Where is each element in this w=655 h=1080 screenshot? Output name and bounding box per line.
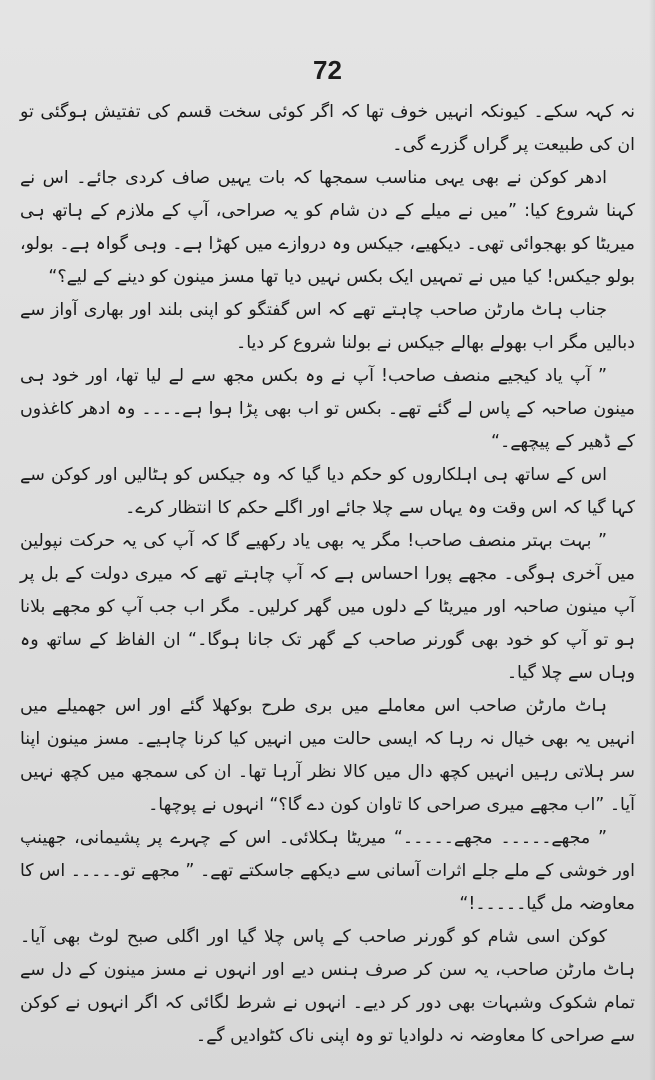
paragraph: ہاٹ مارٹن صاحب اس معاملے میں بری طرح بوکھلا گئے اور اس جھمیلے میں انہیں یہ بھی خیال نہ رہا کہ ایسی حالت میں انہیں کیا کرنا چاہیے۔ مسز مینون اپنا سر ہلاتی رہیں انہیں کچھ دال میں کالا نظر آرہا تھا۔ ان کی سمجھ میں کچھ نہیں آیا۔ ”اب مجھے میری صراحی کا تاوان کون دے گا؟“ انہوں نے پوچھا۔ <box>20 696 635 815</box>
paragraph: ” بہت بہتر منصف صاحب! مگر یہ بھی یاد رکھیے گا کہ آپ کی یہ حرکت نپولین میں آخری ہوگی۔ مجھے پورا احساس ہے کہ آپ چاہتے تھے کہ میری دولت کے بل پر آپ مینون صاحبہ اور میریٹا کے دلوں میں گھر کرلیں۔ مگر اب جب آپ کو مجھے بلانا ہو تو آپ کو خود بھی گورنر صاحب کے گھر تک جانا ہوگا۔“ ان الفاظ کے ساتھ وہ وہاں سے چلا گیا۔ <box>20 531 635 683</box>
paragraph: ” آپ یاد کیجیے منصف صاحب! آپ نے وہ بکس مجھ سے لے لیا تھا، اور خود ہی مینون صاحبہ کے پاس لے گئے تھے۔ بکس تو اب بھی پڑا ہوا ہے۔۔۔۔ وہ ادھر کاغذوں کے ڈھیر کے پیچھے۔“ <box>20 366 635 452</box>
paragraph: ” مجھے۔۔۔۔۔ مجھے۔۔۔۔۔“ میریٹا ہکلائی۔ اس کے چہرے پر پشیمانی، جھینپ اور خوشی کے ملے جلے اثرات آسانی سے دیکھے جاسکتے تھے۔ ” مجھے تو۔۔۔۔۔ اس کا معاوضہ مل گیا۔۔۔۔۔!“ <box>20 828 635 914</box>
paragraph: اس کے ساتھ ہی اہلکاروں کو حکم دیا گیا کہ وہ جیکس کو ہٹالیں اور کوکن سے کہا گیا کہ اس وقت وہ یہاں سے چلا جائے اور اگلے حکم کا انتظار کرے۔ <box>20 465 635 518</box>
paragraph: نہ کہہ سکے۔ کیونکہ انہیں خوف تھا کہ اگر کوئی سخت قسم کی تفتیش ہوگئی تو ان کی طبیعت پر گراں گزرے گی۔ <box>20 102 635 155</box>
page-edge-shadow <box>649 0 655 1080</box>
paragraph: کوکن اسی شام کو گورنر صاحب کے پاس چلا گیا اور اگلی صبح لوٹ بھی آیا۔ ہاٹ مارٹن صاحب، یہ سن کر صرف ہنس دیے اور انہوں نے مسز مینون کے دل سے تمام شکوک وشبہات بھی دور کر دیے۔ انہوں نے شرط لگائی کہ اگر انہوں نے کوکن سے صراحی کا معاوضہ نہ دلوادیا تو وہ اپنی ناک کٹوادیں گے۔ <box>20 927 635 1046</box>
body-text <box>20 96 635 1053</box>
page-number: 72 <box>313 55 342 85</box>
paragraph: جناب ہاٹ مارٹن صاحب چاہتے تھے کہ اس گفتگو کو اپنی بلند اور بھاری آواز سے دبالیں مگر اب بھولے بھالے جیکس نے بولنا شروع کر دیا۔ <box>20 300 635 353</box>
paragraph: ادھر کوکن نے بھی یہی مناسب سمجھا کہ بات یہیں صاف کردی جائے۔ اس نے کہنا شروع کیا: ”میں نے میلے کے دن شام کو یہ صراحی، آپ کے ملازم کے ہاتھ ہی میریٹا کو بھجوائی تھی۔ دیکھیے، جیکس وہ دروازے میں کھڑا ہے۔ وہی گواہ ہے۔ بولو، بولو جیکس! کیا میں نے تمہیں ایک بکس نہیں دیا تھا مسز مینون کو دینے کے لیے؟“ <box>20 168 635 287</box>
